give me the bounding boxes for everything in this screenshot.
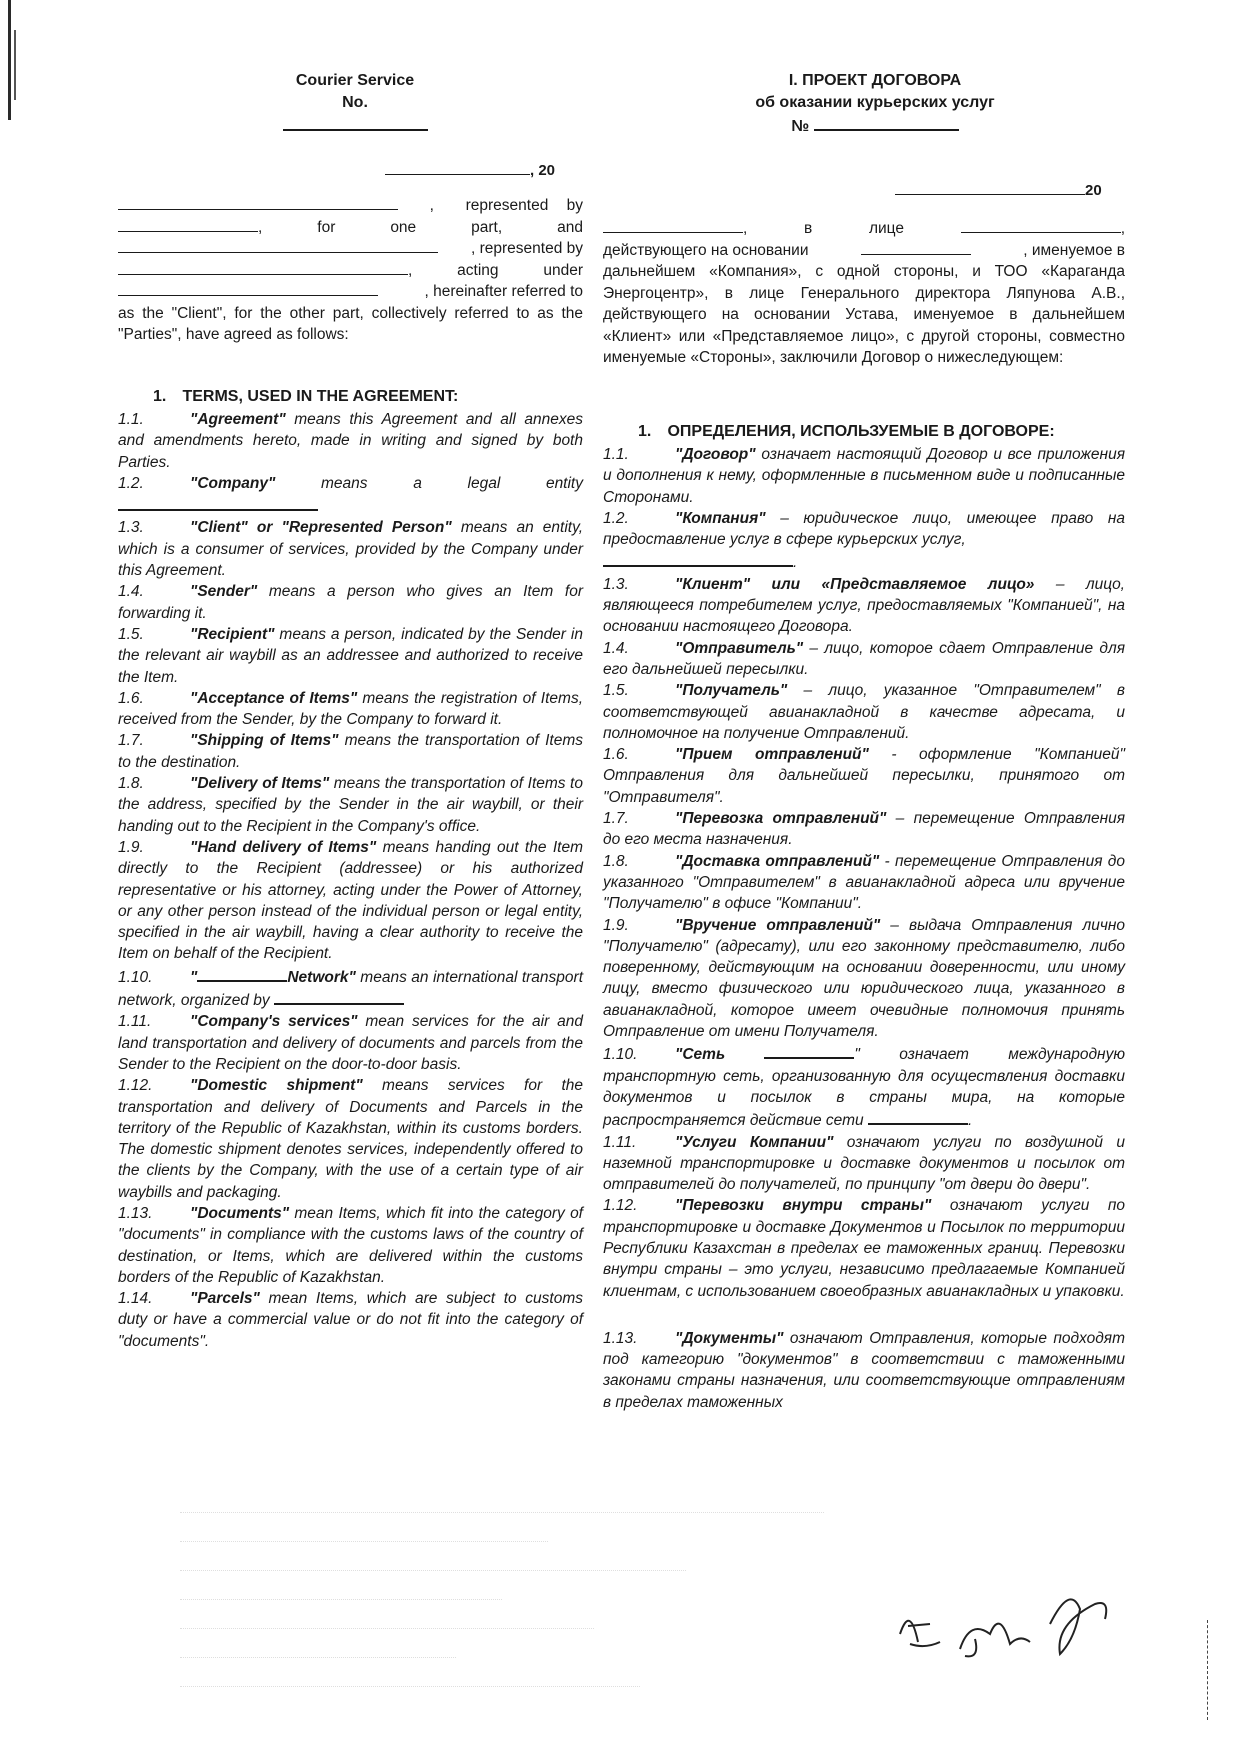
intro-line <box>603 240 1125 262</box>
header-right <box>730 70 1020 138</box>
section-number: 1. <box>153 387 167 405</box>
date-left-year: , 20 <box>530 162 556 179</box>
company-blank <box>603 550 793 567</box>
binder-mark <box>14 30 16 100</box>
left-title: Courier Service <box>295 72 415 89</box>
margin-marks <box>1207 1620 1220 1720</box>
clause: 1.6. "Прием отправлений" - оформление "Компанией" Отправления для дальнейшей пересылки, принятого от "Отправителя". <box>603 746 1126 806</box>
date-blank <box>385 158 530 175</box>
english-clauses <box>118 409 583 1352</box>
clause: 1.12. "Перевозки внутри страны" означают услуги по транспортировке и доставке Документов и Посылок по территории Республики Казахстан в пределах ее таможенных границ. Перевозки внутри страны – это услуги, независимо предлагаемые Компанией клиентам, с использованием своеобразных авианакладных и упаковки. <box>603 1197 1126 1300</box>
clause: 1.10. "Сеть " означает международную транспортную сеть, организованную для осуществления доставки документов и посылок в страны мира, на которые распространяется действие сети . <box>603 1042 1125 1131</box>
party-blank <box>118 260 408 275</box>
russian-clauses <box>603 444 1125 1413</box>
clause: 1.10. " Network" means an international transport network, organized by <box>118 965 583 1012</box>
basis-blank <box>861 240 971 255</box>
intro-text: лице <box>868 220 904 237</box>
party-blank <box>603 218 743 233</box>
intro-text: acting <box>457 261 499 279</box>
intro-text: , именуемое в <box>1023 241 1125 259</box>
right-no-label: № <box>791 118 810 135</box>
clause: 1.11. "Услуги Компании" означают услуги по воздушной и наземной транспортировке и доставке документов и посылок от отправителей до получателей, по принципу "от двери до двери". <box>603 1133 1125 1194</box>
spacer <box>603 1302 1125 1328</box>
clause: 1.7. "Shipping of Items" means the transportation of Items to the destination. <box>118 732 584 771</box>
clause: 1.14. "Parcels" mean Items, which are subject to customs duty or have a commercial value or do not fit into the category of "documents". <box>118 1290 583 1350</box>
clause-blank: . <box>603 550 1125 573</box>
party-blank <box>118 217 258 232</box>
network-blank <box>764 1042 854 1059</box>
clause: 1.5. "Получатель" – лицо, указанное "Отправителем" в соответствующей авианакладной в качестве адресата, и полномочное на получение Отправлений. <box>603 682 1125 742</box>
clause: 1.9. "Вручение отправлений" – выдача Отправления лично "Получателю" (адресату), или его законному представителю, либо поверенному, действующим на основании доверенности, или иному лицу, вместо физического или юридического лица, указанного в авианакладной, которое имеет очевидные полномочия принять Отправление от имени Получателя. <box>603 916 1125 1041</box>
clause: 1.3. "Клиент" или «Представляемое лицо» – лицо, являющееся потребителем услуг, предоставляемых "Компанией", на основании настоящего Договора. <box>603 575 1125 636</box>
intro-text: дальнейшем «Компания», с одной стороны, и ТОО «Караганда Энергоцентр», в лице Генерального директора Ляпунова А.В., действующего на основании Устава, именуемое в дальнейшем «Клиент» или «Представляемое лицо», с другой стороны, совместно именуемые «Стороны», заключили Договор о нижеследующем: <box>603 263 1125 366</box>
right-subtitle: об оказании курьерских услуг <box>755 94 995 111</box>
left-no-label: No. <box>342 94 368 111</box>
organizer-blank <box>274 988 404 1005</box>
intro-text: действующего на основании <box>603 241 809 259</box>
section-title: TERMS, USED IN THE AGREEMENT: <box>182 387 459 405</box>
intro-text: and <box>557 218 583 236</box>
russian-intro <box>603 218 1125 369</box>
party-blank <box>961 218 1121 233</box>
intro-text: в <box>804 220 813 237</box>
russian-column <box>603 218 1125 1413</box>
date-right-year: 20 <box>1085 182 1102 199</box>
section-heading <box>118 386 583 408</box>
clause: 1.6. "Acceptance of Items" means the registration of Items, received from the Sender, by the Company to forward it. <box>118 689 583 729</box>
date-right <box>895 178 1102 199</box>
right-title: I. ПРОЕКТ ДОГОВОРА <box>788 72 962 89</box>
intro-line: , в лице , <box>603 218 1125 240</box>
clause: 1.2. "Company" means a legal entity <box>118 474 583 492</box>
intro-text: , represented by <box>470 240 583 257</box>
intro-line: , for one part, and <box>118 217 583 239</box>
english-intro <box>118 195 583 346</box>
clause: 1.7. "Перевозка отправлений" – перемещение Отправления до его места назначения. <box>603 810 1125 849</box>
intro-text: part, <box>471 218 503 236</box>
intro-text: , hereinafter referred to <box>424 283 583 300</box>
intro-line <box>118 238 583 260</box>
clause: 1.4. "Отправитель" – лицо, которое сдает Отправление для его дальнейшей пересылки. <box>603 639 1125 678</box>
clause: 1.2. "Компания" – юридическое лицо, имеющее право на предоставление услуг в сфере курьерских услуг, <box>603 509 1125 549</box>
header-left <box>280 70 430 138</box>
left-number <box>280 92 430 138</box>
intro-text: under <box>543 261 583 279</box>
clause: 1.12. "Domestic shipment" means services for the transportation and delivery of Documents and Parcels in the territory of the Republic of Kazakhstan, within its customs borders. The domestic shipment denotes services, independently offered to the clients by the Company, with the use of a certain type of air waybills and packaging. <box>118 1077 584 1201</box>
clause: 1.13. "Documents" mean Items, which fit into the category of "documents" in compliance with the customs laws of the country of destination, or Items, which are delivered within the customs borders of the Republic of Kazakhstan. <box>118 1204 583 1286</box>
clause: 1.1. "Договор" означает настоящий Договор и все приложения и дополнения к нему, оформленные в письменном виде и подписанные Сторонами. <box>603 446 1125 506</box>
intro-line <box>118 281 583 303</box>
party-blank <box>118 238 438 253</box>
section-title: ОПРЕДЕЛЕНИЯ, ИСПОЛЬЗУЕМЫЕ В ДОГОВОРЕ: <box>667 422 1055 440</box>
party-blank <box>118 281 378 296</box>
company-blank <box>118 494 318 511</box>
number-blank <box>814 114 959 131</box>
clause: 1.1. "Agreement" means this Agreement and all annexes and amendments hereto, made in writing and signed by both Parties. <box>118 411 583 471</box>
clause: 1.4. "Sender" means a person who gives an Item for forwarding it. <box>118 583 583 622</box>
clause: 1.9. "Hand delivery of Items" means handing out the Item directly to the Recipient (addressee) or his authorized representative or his attorney, acting under the Power of Attorney, or any other person instead of the individual person or legal entity, specified in the air waybill, having a clear authority to receive the Item on behalf of the Recipient. <box>118 838 583 963</box>
number-blank <box>283 114 428 131</box>
clause: 1.8. "Delivery of Items" means the transportation of Items to the address, specified by the Sender in the air waybill, or their handing out to the Recipient in the Company's office. <box>118 775 583 835</box>
date-left <box>385 158 555 179</box>
section-number: 1. <box>638 422 652 440</box>
section-heading <box>603 421 1125 443</box>
party-blank <box>118 195 398 210</box>
binder-mark <box>8 0 11 120</box>
intro-text: one <box>390 218 417 236</box>
clause: 1.11. "Company's services" mean services for the air and land transportation and delivery of documents and parcels from the Sender to the Recipient on the door-to-door basis. <box>118 1013 583 1073</box>
signature-image <box>880 1564 1140 1674</box>
clause-blank <box>118 494 583 517</box>
english-column <box>118 195 583 1352</box>
date-blank <box>895 178 1085 195</box>
clause: 1.5. "Recipient" means a person, indicated by the Sender in the relevant air waybill as an addressee and authorized to receive the Item. <box>118 625 583 686</box>
right-number <box>730 114 1020 138</box>
intro-line: , represented by <box>118 195 583 217</box>
intro-line: , acting under <box>118 260 583 282</box>
intro-text: for <box>317 218 336 236</box>
intro-text: as the "Client", for the other part, collectively referred to as the "Parties", have agreed as follows: <box>118 304 583 343</box>
network-blank <box>197 965 287 982</box>
network-scope-blank <box>868 1108 968 1125</box>
clause: 1.8. "Доставка отправлений" - перемещение Отправления до указанного "Отправителем" в авианакладной адреса или вручение "Получателю" в офисе "Компании". <box>603 852 1125 913</box>
intro-text: represented by <box>465 197 583 214</box>
clause: 1.3. "Client" or "Represented Person" means an entity, which is a consumer of services, provided by the Company under this Agreement. <box>118 519 584 580</box>
clause: 1.13. "Документы" означают Отправления, которые подходят под категорию "документов" в соответствии с таможенными законами страны назначения, или соответствующие отправлениям в пределах таможенных <box>603 1329 1125 1411</box>
